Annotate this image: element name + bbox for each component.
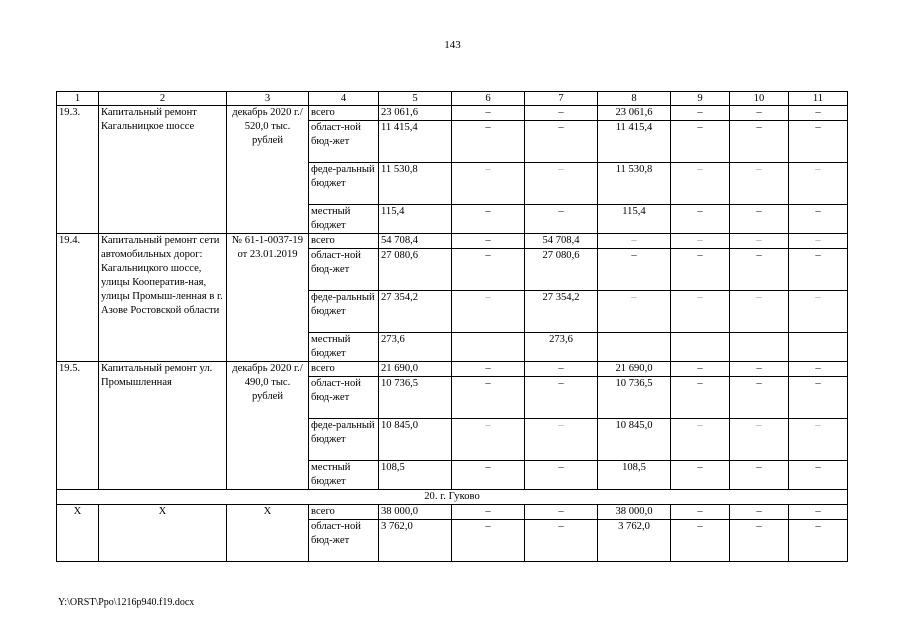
value-cell: 11 415,4 xyxy=(598,121,671,163)
dash-cell: – xyxy=(525,205,598,234)
dash-cell: – xyxy=(671,106,730,121)
dash-cell: – xyxy=(525,362,598,377)
value-cell: 115,4 xyxy=(598,205,671,234)
value-cell: 21 690,0 xyxy=(598,362,671,377)
value-cell: 108,5 xyxy=(379,461,452,490)
funding-source: феде-ральный бюджет xyxy=(309,163,379,205)
item-number: 19.5. xyxy=(57,362,99,490)
dash-cell: – xyxy=(525,163,598,205)
dash-cell: – xyxy=(789,377,848,419)
item-name: Капитальный ремонт ул. Промышленная xyxy=(99,362,227,490)
value-cell: 27 080,6 xyxy=(525,249,598,291)
value-cell: 23 061,6 xyxy=(598,106,671,121)
funding-source: област-ной бюд-жет xyxy=(309,249,379,291)
page-number: 143 xyxy=(444,39,461,51)
item-number: Х xyxy=(57,505,99,562)
dash-cell: – xyxy=(525,505,598,520)
dash-cell: – xyxy=(671,461,730,490)
column-header: 11 xyxy=(789,92,848,106)
table-row xyxy=(57,234,848,249)
value-cell: 10 736,5 xyxy=(598,377,671,419)
column-header: 7 xyxy=(525,92,598,106)
value-cell: 27 354,2 xyxy=(525,291,598,333)
item-document: Х xyxy=(227,505,309,562)
item-number: 19.4. xyxy=(57,234,99,362)
dash-cell: – xyxy=(598,291,671,333)
column-header: 10 xyxy=(730,92,789,106)
dash-cell: – xyxy=(730,121,789,163)
dash-cell: – xyxy=(452,520,525,562)
value-cell xyxy=(730,333,789,362)
funding-source: област-ной бюд-жет xyxy=(309,121,379,163)
section-title: 20. г. Гуково xyxy=(57,490,848,505)
value-cell: 54 708,4 xyxy=(379,234,452,249)
column-header: 9 xyxy=(671,92,730,106)
dash-cell: – xyxy=(671,234,730,249)
dash-cell: – xyxy=(452,362,525,377)
dash-cell: – xyxy=(789,234,848,249)
value-cell xyxy=(598,333,671,362)
item-name: Капитальный ремонт Кагальницкое шоссе xyxy=(99,106,227,234)
value-cell xyxy=(789,333,848,362)
funding-source: всего xyxy=(309,234,379,249)
item-number: 19.3. xyxy=(57,106,99,234)
value-cell: 38 000,0 xyxy=(598,505,671,520)
dash-cell: – xyxy=(452,249,525,291)
dash-cell: – xyxy=(452,234,525,249)
dash-cell: – xyxy=(730,377,789,419)
item-document: № 61-1-0037-19 от 23.01.2019 xyxy=(227,234,309,362)
dash-cell: – xyxy=(452,377,525,419)
value-cell xyxy=(671,333,730,362)
dash-cell: – xyxy=(671,291,730,333)
value-cell: 27 354,2 xyxy=(379,291,452,333)
funding-source: всего xyxy=(309,106,379,121)
funding-source: феде-ральный бюджет xyxy=(309,291,379,333)
dash-cell: – xyxy=(452,461,525,490)
dash-cell: – xyxy=(730,520,789,562)
funding-source: област-ной бюд-жет xyxy=(309,520,379,562)
dash-cell: – xyxy=(730,362,789,377)
dash-cell: – xyxy=(789,106,848,121)
value-cell: 11 530,8 xyxy=(598,163,671,205)
item-document: декабрь 2020 г./ 520,0 тыс. рублей xyxy=(227,106,309,234)
column-numbers-row xyxy=(57,92,848,106)
dash-cell: – xyxy=(730,461,789,490)
item-document: декабрь 2020 г./ 490,0 тыс. рублей xyxy=(227,362,309,490)
dash-cell: – xyxy=(671,163,730,205)
dash-cell: – xyxy=(789,121,848,163)
column-header: 8 xyxy=(598,92,671,106)
dash-cell: – xyxy=(730,249,789,291)
dash-cell: – xyxy=(671,520,730,562)
dash-cell: – xyxy=(730,505,789,520)
funding-source: феде-ральный бюджет xyxy=(309,419,379,461)
budget-table xyxy=(56,91,848,562)
column-header: 5 xyxy=(379,92,452,106)
value-cell: 273,6 xyxy=(525,333,598,362)
dash-cell: – xyxy=(789,520,848,562)
value-cell: 3 762,0 xyxy=(379,520,452,562)
dash-cell: – xyxy=(730,106,789,121)
dash-cell: – xyxy=(452,205,525,234)
funding-source: местный бюджет xyxy=(309,461,379,490)
value-cell: 11 415,4 xyxy=(379,121,452,163)
value-cell xyxy=(452,333,525,362)
table-row xyxy=(57,505,848,520)
value-cell: 23 061,6 xyxy=(379,106,452,121)
dash-cell: – xyxy=(789,419,848,461)
dash-cell: – xyxy=(789,291,848,333)
dash-cell: – xyxy=(671,249,730,291)
dash-cell: – xyxy=(730,419,789,461)
dash-cell: – xyxy=(452,106,525,121)
dash-cell: – xyxy=(671,505,730,520)
table-row xyxy=(57,362,848,377)
dash-cell: – xyxy=(671,419,730,461)
item-name: Х xyxy=(99,505,227,562)
value-cell: 10 736,5 xyxy=(379,377,452,419)
column-header: 3 xyxy=(227,92,309,106)
dash-cell: – xyxy=(730,205,789,234)
funding-source: всего xyxy=(309,362,379,377)
dash-cell: – xyxy=(452,419,525,461)
dash-cell: – xyxy=(671,377,730,419)
value-cell: 27 080,6 xyxy=(379,249,452,291)
value-cell: 108,5 xyxy=(598,461,671,490)
dash-cell: – xyxy=(525,461,598,490)
dash-cell: – xyxy=(452,163,525,205)
value-cell: 11 530,8 xyxy=(379,163,452,205)
dash-cell: – xyxy=(730,234,789,249)
dash-cell: – xyxy=(789,505,848,520)
dash-cell: – xyxy=(671,205,730,234)
column-header: 4 xyxy=(309,92,379,106)
item-name: Капитальный ремонт сети автомобильных дорог: Кагальницкого шоссе, улицы Кооператив-ная, улицы Промыш-ленная в г. Азове Ростовской области xyxy=(99,234,227,362)
dash-cell: – xyxy=(525,520,598,562)
column-header: 6 xyxy=(452,92,525,106)
dash-cell: – xyxy=(789,249,848,291)
value-cell: 115,4 xyxy=(379,205,452,234)
table-row xyxy=(57,106,848,121)
value-cell: 10 845,0 xyxy=(379,419,452,461)
value-cell: 10 845,0 xyxy=(598,419,671,461)
dash-cell: – xyxy=(789,205,848,234)
dash-cell: – xyxy=(525,106,598,121)
section-title-row xyxy=(57,490,848,505)
dash-cell: – xyxy=(452,505,525,520)
dash-cell: – xyxy=(598,234,671,249)
value-cell: 273,6 xyxy=(379,333,452,362)
dash-cell: – xyxy=(525,377,598,419)
funding-source: всего xyxy=(309,505,379,520)
funding-source: местный бюджет xyxy=(309,333,379,362)
dash-cell: – xyxy=(789,362,848,377)
column-header: 1 xyxy=(57,92,99,106)
column-header: 2 xyxy=(99,92,227,106)
value-cell: 21 690,0 xyxy=(379,362,452,377)
dash-cell: – xyxy=(671,362,730,377)
dash-cell: – xyxy=(452,121,525,163)
footer-file-path: Y:\ORST\Ppo\1216p940.f19.docx xyxy=(58,597,195,608)
dash-cell: – xyxy=(598,249,671,291)
dash-cell: – xyxy=(730,163,789,205)
funding-source: област-ной бюд-жет xyxy=(309,377,379,419)
dash-cell: – xyxy=(525,419,598,461)
dash-cell: – xyxy=(671,121,730,163)
value-cell: 38 000,0 xyxy=(379,505,452,520)
dash-cell: – xyxy=(525,121,598,163)
dash-cell: – xyxy=(452,291,525,333)
dash-cell: – xyxy=(789,163,848,205)
funding-source: местный бюджет xyxy=(309,205,379,234)
value-cell: 54 708,4 xyxy=(525,234,598,249)
value-cell: 3 762,0 xyxy=(598,520,671,562)
dash-cell: – xyxy=(730,291,789,333)
dash-cell: – xyxy=(789,461,848,490)
